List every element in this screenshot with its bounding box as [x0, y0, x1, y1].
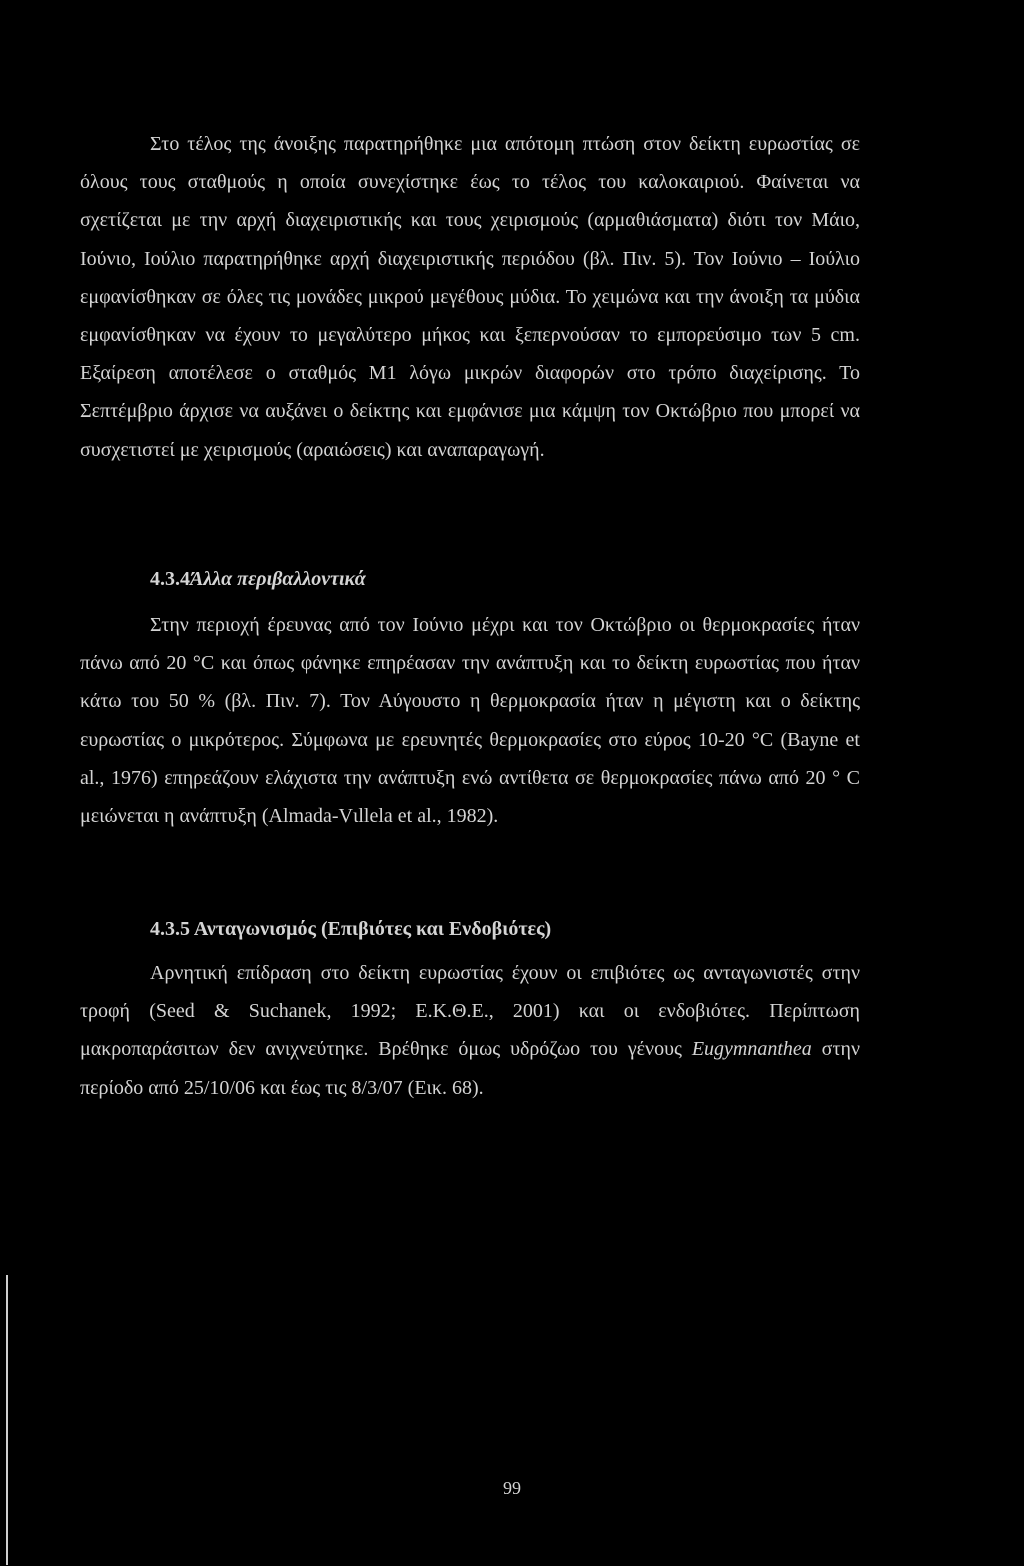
genus-name: Eugymnanthea — [691, 1038, 812, 1061]
section-heading-4-3-4 — [150, 567, 366, 591]
paragraph-1-text: Στο τέλος της άνοιξης παρατηρήθηκε μια απότομη πτώση στον δείκτη ευρωστίας σε όλους τους σταθμούς η οποία συνεχίστηκε έως το τέλος του καλοκαιριού. Φαίνεται να σχετίζεται με την αρχή διαχειριστικής και τους χειρισμούς (αρμαθιάσματα) διότι τον Μάιο, Ιούνιο, Ιούλιο παρατηρήθηκε αρχή διαχειριστικής περιόδου (βλ. Πιν. 5). Τον Ιούνιο – Ιούλιο εμφανίσθηκαν σε όλες τις μονάδες μικρού μεγέθους μύδια. Το χειμώνα και την άνοιξη τα μύδια εμφανίσθηκαν να έχουν το μεγαλύτερο μήκος και ξεπερνούσαν το εμπορεύσιμο των 5 cm. Εξαίρεση αποτέλεσε ο σταθμός Μ1 λόγω μικρών διαφορών στο τρόπο διαχείρισης. Το Σεπτέμβριο άρχισε να αυξάνει ο δείκτης και εμφάνισε μια κάμψη τον Οκτώβριο που μπορεί να συσχετιστεί με χειρισμούς (αραιώσεις) και αναπαραγωγή. — [80, 133, 860, 461]
section-number: 4.3.4 — [150, 568, 190, 590]
section-title: Ανταγωνισμός (Επιβιότες και Ενδοβιότες) — [193, 918, 552, 940]
paragraph-competition — [80, 954, 860, 1107]
paragraph-environmental — [80, 606, 860, 835]
section-heading-4-3-5 — [150, 917, 551, 941]
paragraph-condition-index — [80, 125, 860, 469]
paragraph-4-3-5-text-a: Αρνητική επίδραση στο δείκτη ευρωστίας έχουν οι επιβιότες ως ανταγωνιστές στην τροφή (Seed & Suchanek, 1992; Ε.Κ.Θ.Ε., 2001) και οι ενδοβιότες. Περίπτωση μακροπαράσιτων δεν ανιχνεύτηκε. Βρέθηκε όμως υδρόζωο του γένους — [80, 962, 860, 1061]
page-number: 99 — [503, 1478, 521, 1498]
section-number: 4.3.5 — [150, 918, 190, 940]
scan-edge-line — [6, 1275, 8, 1565]
paragraph-4-3-5-text-b: στην περίοδο από 25/10/06 και έως τις 8/3/07 (Εικ. 68). — [80, 1038, 860, 1099]
section-title: Άλλα περιβαλλοντικά — [190, 568, 366, 590]
paragraph-4-3-4-text: Στην περιοχή έρευνας από τον Ιούνιο μέχρι και τον Οκτώβριο οι θερμοκρασίες ήταν πάνω από 20 °C και όπως φάνηκε επηρέασαν την ανάπτυξη και το δείκτη ευρωστίας που ήταν κάτω του 50 % (βλ. Πιν. 7). Τον Αύγουστο η θερμοκρασία ήταν η μέγιστη και ο δείκτης ευρωστίας ο μικρότερος. Σύμφωνα με ερευνητές θερμοκρασίες στο εύρος 10-20 °C (Bayne et al., 1976) επηρεάζουν ελάχιστα την ανάπτυξη ενώ αντίθετα σε θερμοκρασίες πάνω από 20 ° C μειώνεται η ανάπτυξη (Almada-Vιllela et al., 1982). — [80, 614, 860, 828]
